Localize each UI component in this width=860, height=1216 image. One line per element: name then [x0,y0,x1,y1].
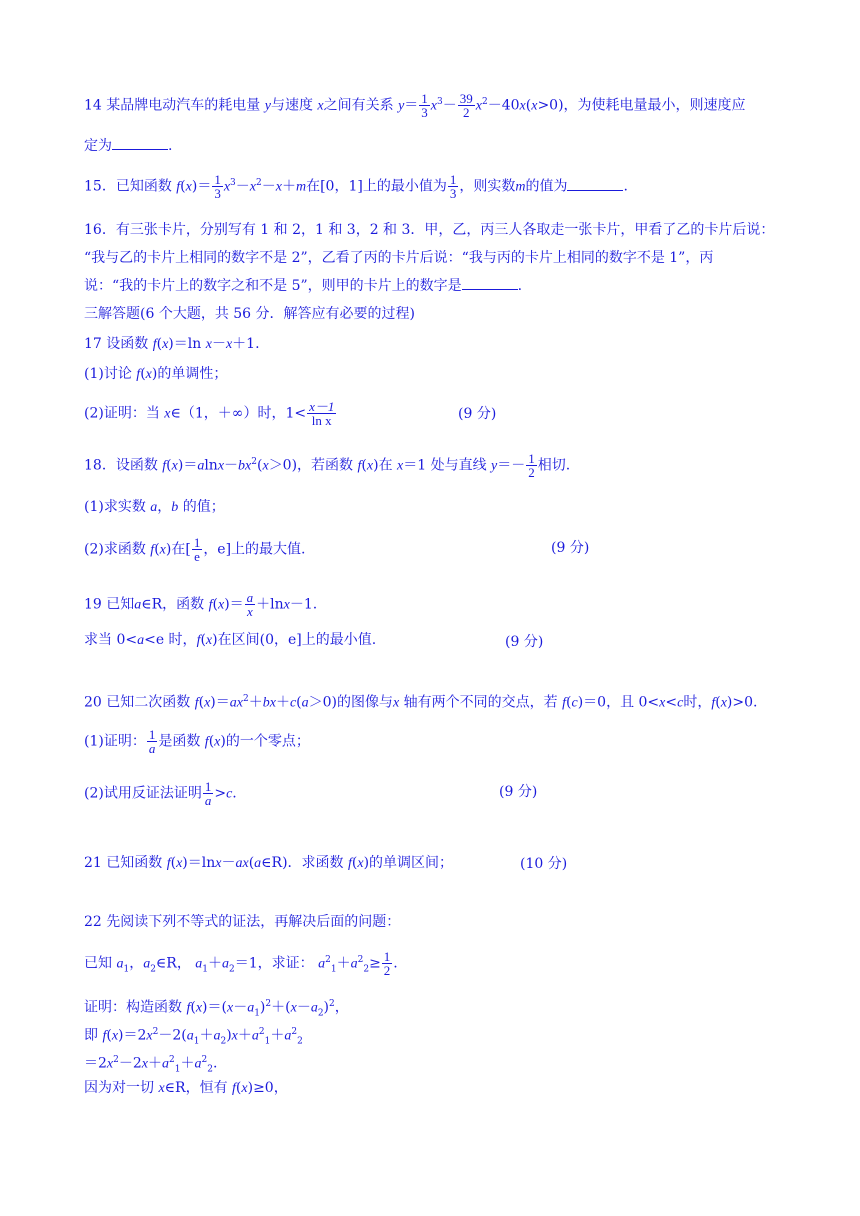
q15-line: 15．已知函数 f(x)＝ $\frac{1}{3}$ $x^3-x^2-x+m$在[0，1]上的最小值为 $\frac{1}{3}$ ，则实数m的值为 . [84,172,628,202]
q16-line3: 说：“我的卡片上的数字之和不是 5”，则甲的卡片上的数字是 . [84,278,523,294]
q22-head: 22 先阅读下列不等式的证法，再解决后面的问题： [84,914,401,930]
q18-part2: (2)求函数 f(x)在[ $\frac{1}{e}$ ，e]上的最大值. [84,535,306,564]
section-heading: 三解答题(6 个大题，共 56 分．解答应有必要的过程) [84,306,415,322]
q20-part2: (2)试用反证法证明 $\frac{1}{a}$ >c. [84,779,237,808]
q19-part: 求当 0<a<e 时，f(x)在区间(0，e]上的最小值. [84,632,377,648]
answer-blank[interactable] [462,277,518,290]
q22-line2: 证明：构造函数 $f(x)=(x-a_1)^2+(x-a_2)^2$， [84,999,349,1019]
q17-score: (9 分) [458,406,497,422]
q22-line1: 已知 $a_1$，$a_2\in R$， $a_1+a_2=1$，求证： $a^2_1+a^2_2\ge$ $\frac{1}{2}$ . [84,949,398,979]
q17-head: 17 设函数 f(x)＝ln x－x＋1. [84,336,260,352]
q22-line5: 因为对一切 x∈R，恒有 f(x)≥0， [84,1080,288,1096]
q20-score: (9 分) [499,784,538,800]
q18-head: 18．设函数 $f(x)=alnx-bx^2(x>0)$，若函数 f(x)在 x＝1 处与直线 y＝－ $\frac{1}{2}$ 相切. [84,451,571,481]
q21-score: (10 分) [520,856,568,872]
q19-head: 19 已知a∈R，函数 f(x)＝ $\frac{a}{x}$ ＋lnx－1. [84,590,318,619]
q20-head: 20 已知二次函数 $f(x)=ax^2+bx+c(a>0)$的图像与x 轴有两个不同的交点，若 f(c)＝0，且 0<x<c时，f(x)>0. [84,694,758,711]
q18-part1: (1)求实数 a，b 的值； [84,499,225,515]
q22-line4: $=2x^2-2x+a^2_1+a^2_2$. [84,1055,218,1075]
answer-blank[interactable] [567,178,623,191]
q16-line2: “我与乙的卡片上相同的数字不是 2”，乙看了丙的卡片后说：“我与丙的卡片上相同的数字不是 1”，丙 [84,250,714,266]
q17-part2: (2)证明：当 x∈（1，＋∞）时，1< $\frac{x-1}{\text{ln x}}$ [84,399,335,428]
q20-part1: (1)证明： $\frac{1}{a}$ 是函数 f(x)的一个零点； [84,727,310,756]
q14-line2: 定为 . [84,138,173,154]
q18-score: (9 分) [551,540,590,556]
q17-part1: (1)讨论 f(x)的单调性； [84,366,228,382]
q22-line3: 即 $f(x)=2x^2-2(a_1+a_2)x+a^2_1+a^2_2$ [84,1027,303,1047]
answer-blank[interactable] [112,137,168,150]
q21-head: 21 已知函数 f(x)＝lnx－ax(a∈R)．求函数 f(x)的单调区间； [84,855,454,871]
q16-line1: 16．有三张卡片，分别写有 1 和 2，1 和 3，2 和 3．甲，乙，丙三人各取走一张卡片，甲看了乙的卡片后说： [84,222,775,238]
q14-line1: 14 某品牌电动汽车的耗电量 y与速度 x之间有关系 y＝ $\frac{1}{3}$ $x^3-$ $\frac{39}{2}$ $x^2-40x(x>0)$，为使耗电量最小，则速度应 [84,91,746,121]
q19-score: (9 分) [505,634,544,650]
